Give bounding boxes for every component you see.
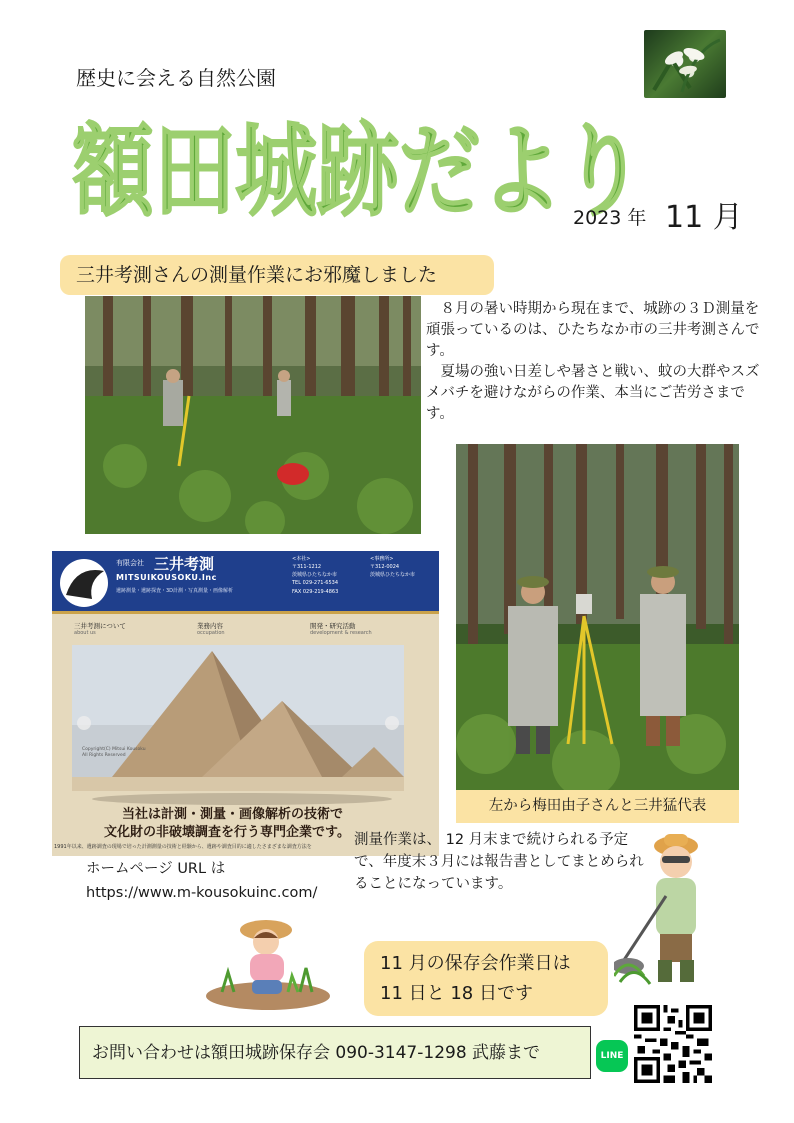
- website-nav-about-label: 三井考測について: [74, 622, 126, 630]
- website-hq-fax: FAX 029-219-4863: [292, 589, 339, 595]
- issue-month: 11 月: [665, 200, 743, 235]
- newsletter-title-text: 額田城跡だより: [72, 113, 644, 230]
- website-branch-label: <事務所>: [370, 556, 394, 562]
- newsletter-subtitle: 歴史に会える自然公園: [76, 66, 276, 90]
- website-hq-label: <本社>: [292, 556, 311, 562]
- newsletter-title: [66, 84, 656, 234]
- website-nav-about[interactable]: [74, 621, 126, 636]
- website-company-roman: MITSUIKOUSOKU.Inc: [116, 573, 217, 582]
- photo-caption: 左から梅田由子さんと三井猛代表: [456, 790, 739, 823]
- website-nav-about-sub: about us: [74, 630, 96, 636]
- website-branch-zip: 〒312-0024: [370, 564, 400, 570]
- website-company-small: 有限会社: [116, 559, 144, 567]
- line-icon[interactable]: LINE: [596, 1040, 628, 1072]
- issue-year: 2023 年: [573, 207, 647, 229]
- website-slogan-line2: 文化財の非破壊調査を行う専門企業です。: [104, 825, 350, 840]
- website-branch-address: 茨城県ひたちなか市: [370, 572, 416, 578]
- article-headline: 三井考測さんの測量作業にお邪魔しました: [60, 255, 494, 295]
- website-slogan-line1: 当社は計測・測量・画像解析の技術で: [122, 807, 344, 822]
- workday-line2: 11 日と 18 日です: [380, 983, 533, 1004]
- website-copyright: Copyright(C) Mitsui Kousoku All Rights Reserved: [82, 747, 146, 758]
- gardener-illustration: [204, 918, 332, 1010]
- workday-notice: [364, 941, 608, 1016]
- article-paragraph: ８月の暑い時期から現在まで、城跡の３Ｄ測量を頑張っているのは、ひたちなか市の三井考測さんです。: [426, 301, 760, 359]
- workday-line1: 11 月の保存会作業日は: [380, 953, 571, 974]
- website-hq-address: 茨城県ひたちなか市: [292, 572, 338, 578]
- website-hq-zip: 〒311-1212: [292, 564, 322, 570]
- schedule-body: [354, 829, 644, 895]
- qr-code-icon[interactable]: [634, 1005, 712, 1083]
- website-services: 遺跡測量・遺跡探査・3D計測・写真測量・画像解析: [116, 588, 234, 594]
- homepage-url[interactable]: https://www.m-kousokuinc.com/: [86, 885, 318, 901]
- website-nav-business-sub: occupation: [197, 630, 225, 636]
- website-company-name: 三井考測: [154, 555, 215, 573]
- schedule-paragraph: 測量作業は、 12 月末まで続けられる予定で、年度末３月には報告書としてまとめられることになっています。: [354, 832, 644, 892]
- homepage-label: ホームページ URL は: [86, 861, 226, 877]
- article-paragraph: 夏場の強い日差しや暑さと戦い、蚊の大群やスズメバチを避けながらの作業、本当にご苦労さまです。: [426, 364, 760, 422]
- lily-flower-photo: [644, 30, 726, 98]
- company-website-screenshot: [52, 551, 439, 856]
- surveyors-portrait-photo: [456, 444, 739, 790]
- website-nav-business[interactable]: [197, 621, 225, 636]
- survey-forest-photo: [85, 296, 421, 534]
- website-nav-business-label: 業務内容: [197, 622, 223, 630]
- website-footnote: 1991年以来、遺跡調査の現場で培った計測測量の技術と経験から、遺跡や調査目的に適したさまざまな調査方法を: [54, 844, 312, 850]
- website-nav-research-label: 開発・研究活動: [310, 622, 356, 630]
- website-nav-research-sub: development & research: [310, 630, 372, 636]
- website-nav-research[interactable]: [310, 621, 372, 636]
- website-hq-tel: TEL 029-271-6534: [292, 580, 339, 586]
- surveyor-illustration: [614, 826, 726, 994]
- contact-box: お問い合わせは額田城跡保存会 090-3147-1298 武藤まで: [79, 1026, 591, 1079]
- article-body: [426, 299, 771, 425]
